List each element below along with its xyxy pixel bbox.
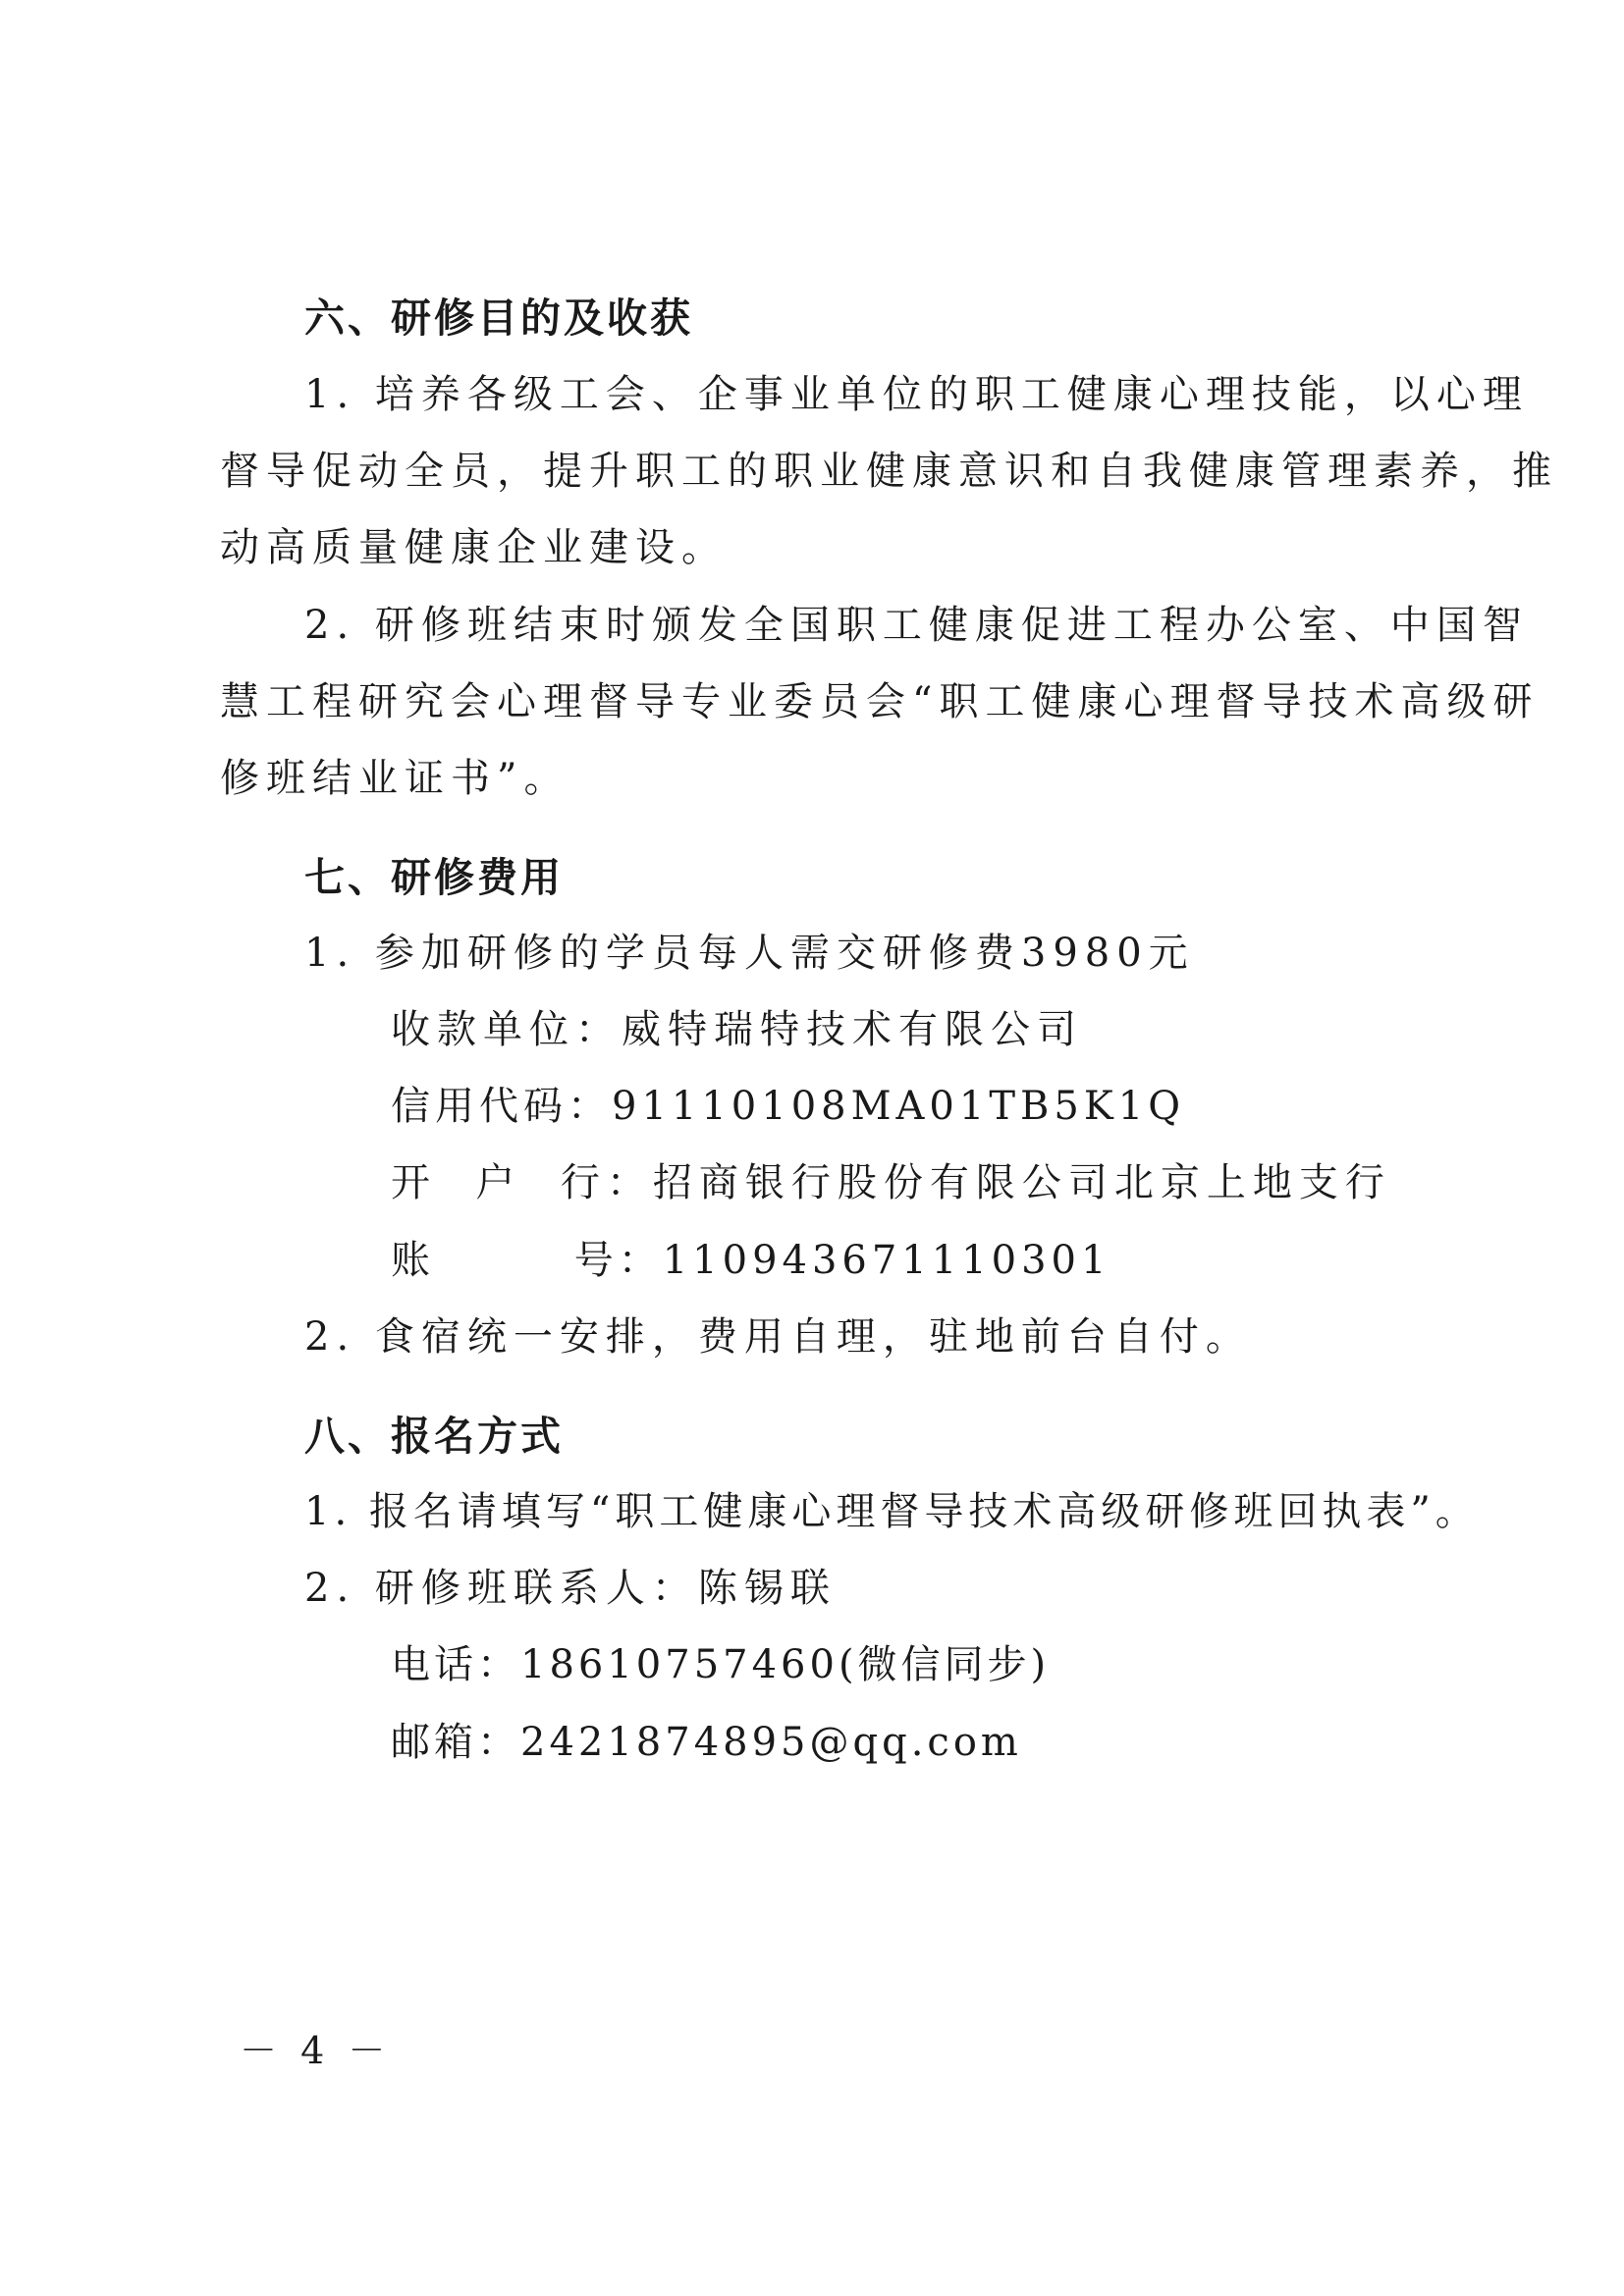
s7-fee-item: 1. 参加研修的学员每人需交研修费3980元 — [304, 931, 1195, 976]
s8-form-item: 1. 报名请填写“职工健康心理督导技术高级研修班回执表”。 — [304, 1489, 1480, 1534]
s6-p2-line1: 2. 研修班结束时颁发全国职工健康促进工程办公室、中国智 — [304, 603, 1529, 648]
s8-contact-item: 2. 研修班联系人：陈锡联 — [304, 1566, 837, 1611]
s8-phone: 电话：18610757460(微信同步) — [391, 1642, 1051, 1687]
s6-p1-line1: 1. 培养各级工会、企事业单位的职工健康心理技能，以心理 — [304, 372, 1529, 417]
s7-payee: 收款单位：威特瑞特技术有限公司 — [391, 1007, 1083, 1052]
s7-credit-code: 信用代码：91110108MA01TB5K1Q — [391, 1084, 1185, 1129]
s6-p1-line3: 动高质量健康企业建设。 — [220, 525, 728, 570]
section-7-heading: 七、研修费用 — [304, 854, 564, 901]
s6-p2-line3: 修班结业证书”。 — [220, 756, 570, 801]
page-number: － 4 － — [240, 2029, 392, 2072]
s6-p1-line2: 督导促动全员，提升职工的职业健康意识和自我健康管理素养，推 — [220, 449, 1558, 494]
s7-bank: 开 户 行：招商银行股份有限公司北京上地支行 — [391, 1160, 1391, 1205]
s8-email: 邮箱：2421874895@qq.com — [391, 1720, 1022, 1765]
section-8-heading: 八、报名方式 — [304, 1413, 564, 1460]
s7-lodging-item: 2. 食宿统一安排，费用自理，驻地前台自付。 — [304, 1314, 1252, 1360]
section-6-heading: 六、研修目的及收获 — [304, 294, 693, 342]
s7-account: 账 号：110943671110301 — [391, 1238, 1111, 1283]
s6-p2-line2: 慧工程研究会心理督导专业委员会“职工健康心理督导技术高级研 — [220, 679, 1540, 724]
